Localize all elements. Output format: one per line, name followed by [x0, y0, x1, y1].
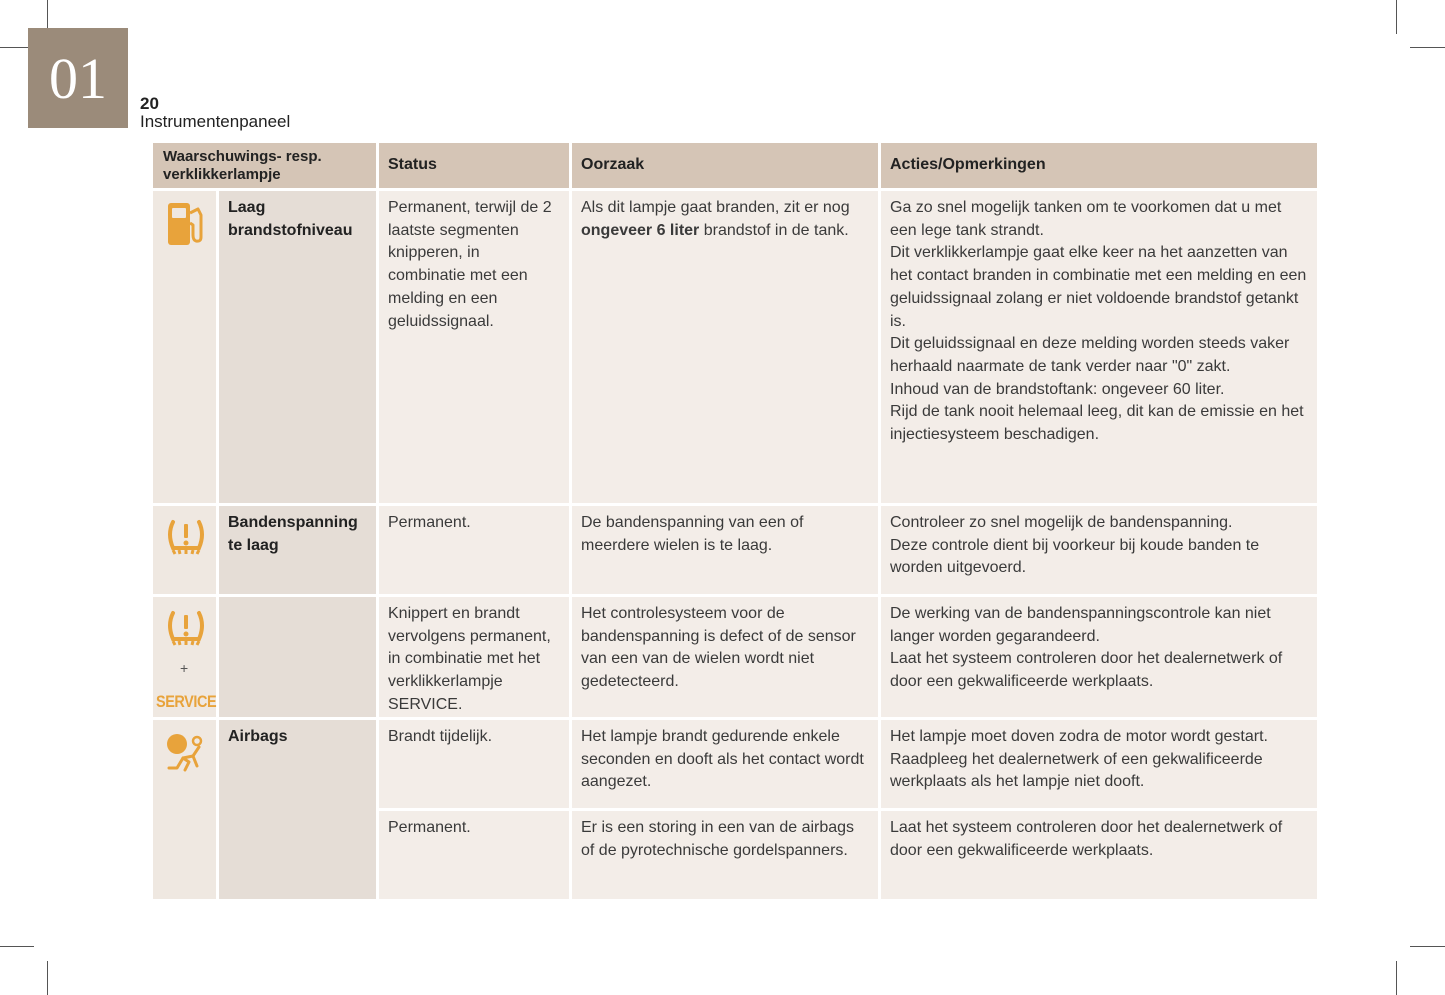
- action-line: Dit verklikkerlampje gaat elke keer na het aanzetten van het contact branden in combinatie met een melding en een geluidssignaal zolang er niet voldoende brandstof getankt is.: [890, 244, 1307, 330]
- status-text: Brandt tijdelijk.: [379, 720, 569, 808]
- fuel-pump-icon: [165, 201, 207, 247]
- action-line: Deze controle dient bij voorkeur bij koude banden te worden uitgevoerd.: [890, 536, 1260, 577]
- table-header-row: [153, 143, 1317, 188]
- icon-cell: [153, 597, 216, 717]
- cause-text: Het controlesysteem voor de bandenspanning is defect of de sensor van een van de wielen wordt niet gedetecteerd.: [572, 597, 878, 717]
- action-line: Ga zo snel mogelijk tanken om te voorkomen dat u met een lege tank strandt.: [890, 199, 1282, 239]
- actions-text: [881, 597, 1317, 717]
- sub-row: [379, 811, 1317, 899]
- airbag-icon: [163, 732, 207, 774]
- status-text: Permanent.: [379, 811, 569, 899]
- service-label: SERVICE: [156, 692, 217, 711]
- crop-mark: [0, 946, 34, 947]
- lamp-name: Bandenspanning te laag: [219, 506, 376, 594]
- header-status: Status: [379, 143, 569, 188]
- sub-row: [379, 720, 1317, 808]
- actions-text: Laat het systeem controleren door het dealernetwerk of door een gekwalificeerde werkplaats.: [881, 811, 1317, 899]
- crop-mark: [1396, 0, 1397, 34]
- header-lamp: Waarschuwings- resp. verklikkerlampje: [153, 143, 376, 188]
- crop-mark: [1410, 47, 1445, 48]
- warning-lamp-table: [153, 143, 1317, 899]
- action-line: De werking van de bandenspanningscontrole kan niet langer worden gegarandeerd.: [890, 605, 1271, 645]
- crop-mark: [47, 961, 48, 995]
- action-line: Rijd de tank nooit helemaal leeg, dit kan de emissie en het injectiesysteem beschadigen.: [890, 403, 1304, 444]
- plus-sign: +: [180, 660, 189, 676]
- lamp-name: [219, 597, 376, 717]
- airbag-sub-rows: [379, 720, 1317, 899]
- actions-text: Het lampje moet doven zodra de motor wordt gestart. Raadpleeg het dealernetwerk of een gekwalificeerde werkplaats als het lampje niet dooft.: [881, 720, 1317, 808]
- actions-text: [881, 506, 1317, 594]
- table-row: [153, 191, 1317, 503]
- status-text: Permanent, terwijl de 2 laatste segmenten knipperen, in combinatie met een melding en een geluidssignaal.: [379, 191, 569, 503]
- page-number: 20: [140, 94, 159, 113]
- tyre-pressure-icon: [165, 516, 207, 558]
- header-cause: Oorzaak: [572, 143, 878, 188]
- icon-cell: [153, 191, 216, 503]
- chapter-number: 01: [28, 28, 128, 128]
- icon-cell: [153, 720, 216, 899]
- table-row: [153, 720, 1317, 899]
- action-line: Controleer zo snel mogelijk de bandenspanning.: [890, 514, 1233, 531]
- crop-mark: [1396, 961, 1397, 995]
- cause-text: Als dit lampje gaat branden, zit er nog ongeveer 6 liter brandstof in de tank.: [572, 191, 878, 503]
- status-text: Permanent.: [379, 506, 569, 594]
- header-actions: Acties/Opmerkingen: [881, 143, 1317, 188]
- action-line: Dit geluidssignaal en deze melding worden steeds vaker herhaald naarmate de tank verder naar "0" zakt.: [890, 335, 1290, 375]
- tyre-pressure-icon: [165, 607, 207, 649]
- crop-mark: [1410, 946, 1445, 947]
- table-row: [153, 506, 1317, 594]
- cause-emphasis: ongeveer 6 liter: [581, 221, 700, 239]
- status-text: Knippert en brandt vervolgens permanent, in combinatie met het verklikkerlampje SERVICE.: [379, 597, 569, 717]
- actions-text: [881, 191, 1317, 503]
- action-line: Inhoud van de brandstoftank: ongeveer 60 liter.: [890, 380, 1225, 398]
- section-title: Instrumentenpaneel: [140, 112, 291, 131]
- cause-text: Het lampje brandt gedurende enkele seconden en dooft als het contact wordt aangezet.: [572, 720, 878, 808]
- lamp-name: Airbags: [219, 720, 376, 899]
- lamp-name: Laag brandstofniveau: [219, 191, 376, 503]
- table-row: [153, 597, 1317, 717]
- cause-text: Er is een storing in een van de airbags of de pyrotechnische gordelspanners.: [572, 811, 878, 899]
- cause-text: De bandenspanning van een of meerdere wielen is te laag.: [572, 506, 878, 594]
- action-line: Laat het systeem controleren door het dealernetwerk of door een gekwalificeerde werkplaats.: [890, 650, 1283, 691]
- icon-cell: [153, 506, 216, 594]
